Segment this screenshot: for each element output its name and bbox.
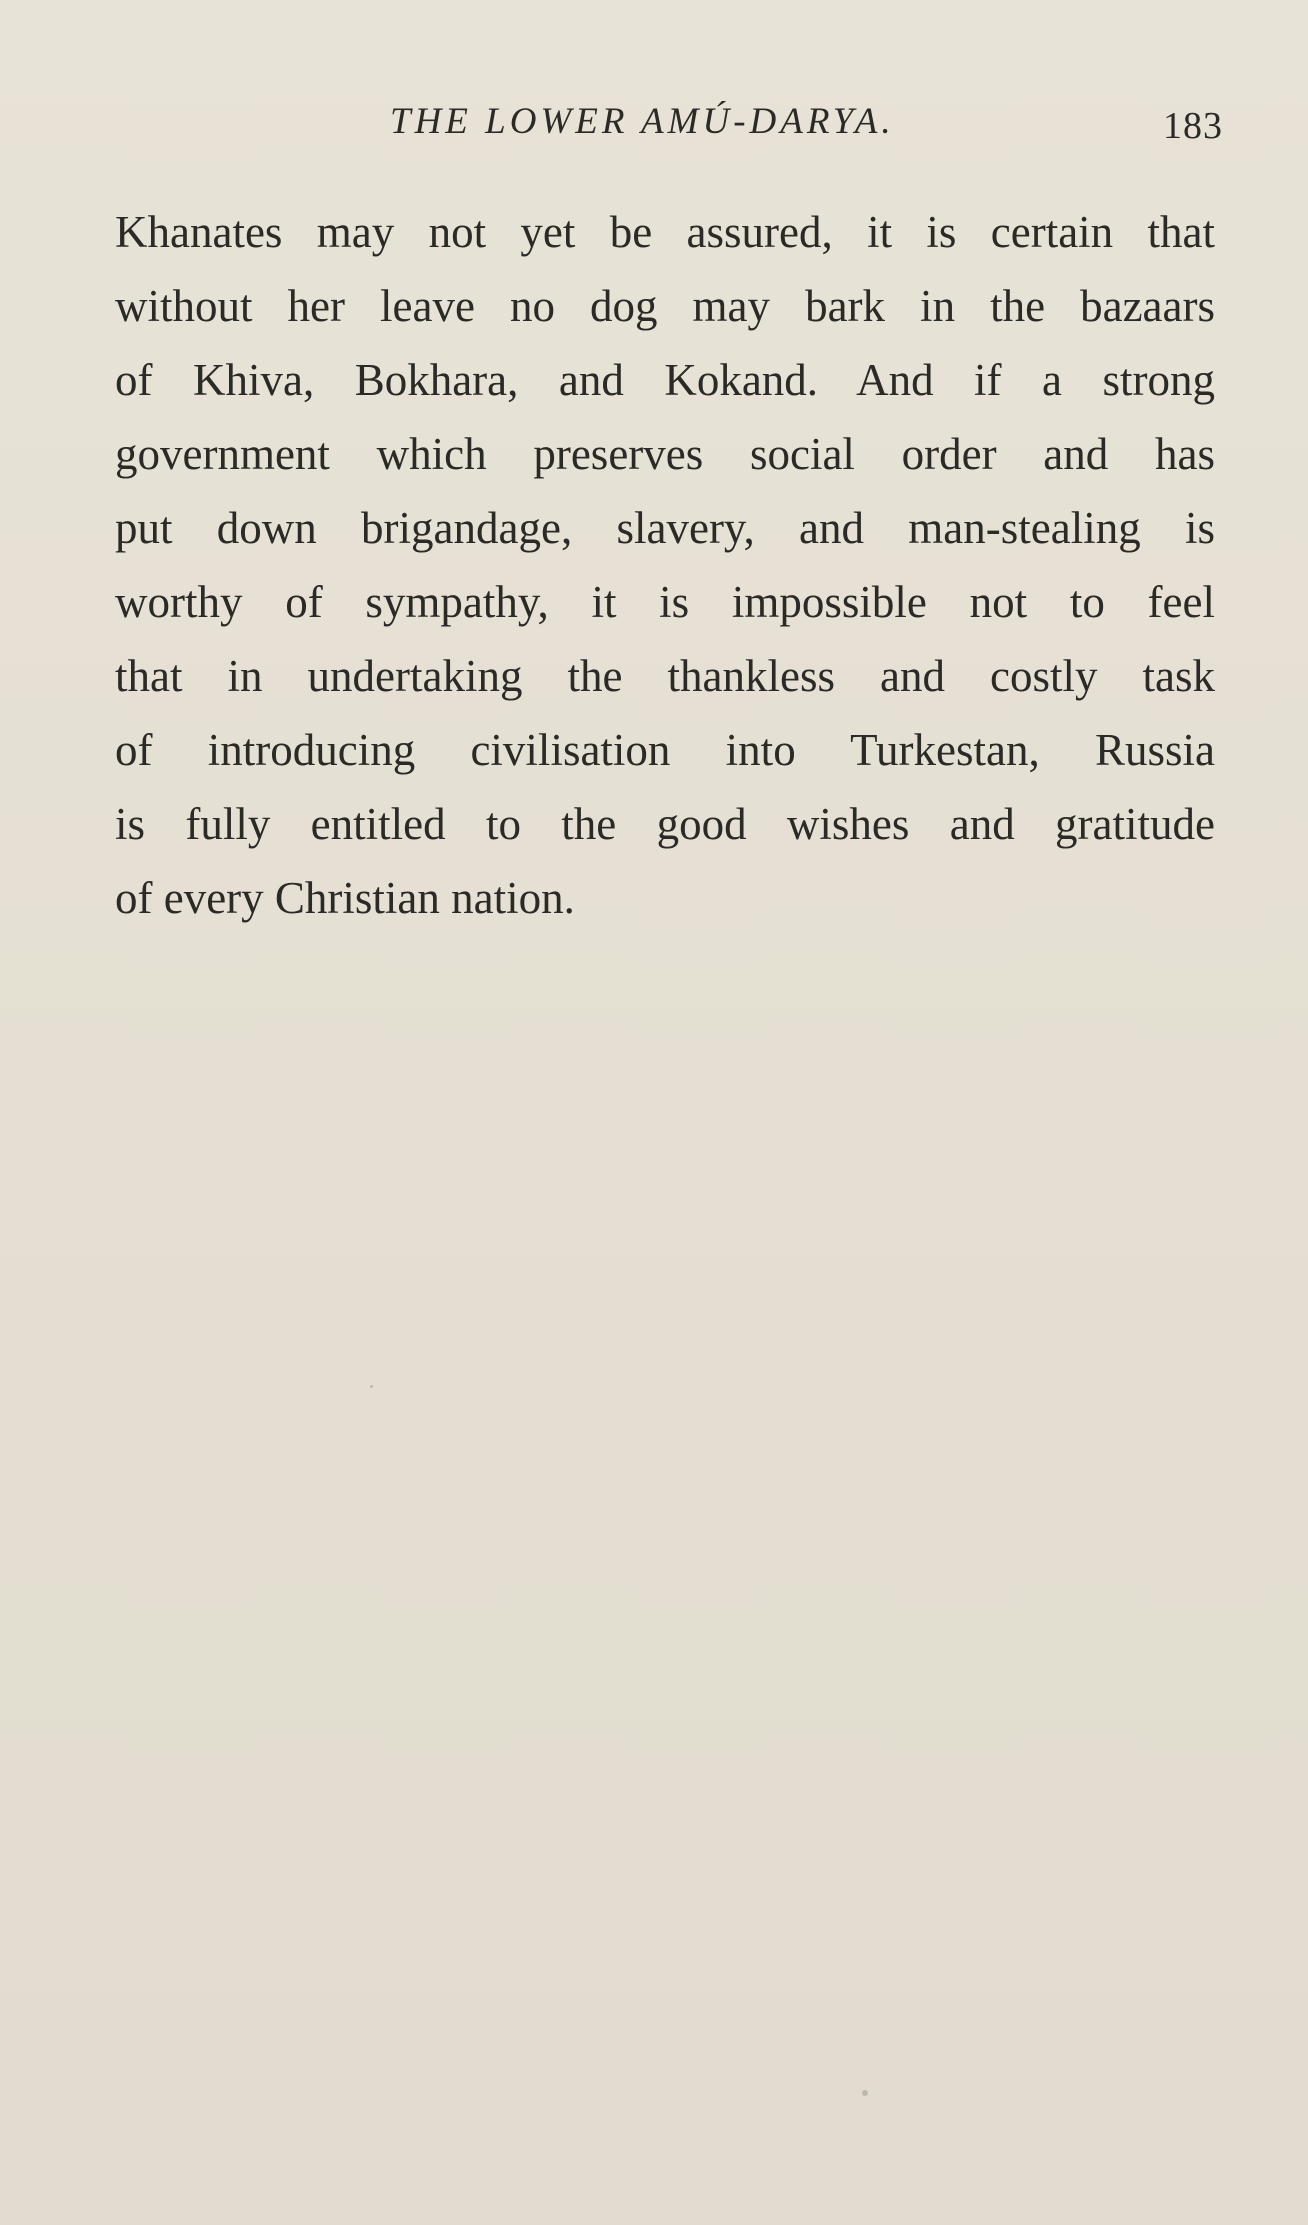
- text-line: is fully entitled to the good wishes and gratitude: [115, 799, 1215, 849]
- running-title: THE LOWER AMÚ-DARYA.: [390, 101, 895, 142]
- text-line: that in undertaking the thankless and costly task: [115, 651, 1215, 701]
- page-number: 183: [1163, 105, 1223, 147]
- text-line: government which preserves social order and has: [115, 429, 1215, 479]
- text-line: put down brigandage, slavery, and man-stealing is: [115, 503, 1215, 553]
- body-paragraph: [115, 195, 1215, 935]
- paper-speck: [370, 1385, 373, 1388]
- running-head: [0, 100, 1308, 150]
- text-line: of every Christian nation.: [115, 873, 575, 923]
- paper-speck: [862, 2090, 868, 2096]
- text-line: of introducing civilisation into Turkestan, Russia: [115, 725, 1215, 775]
- text-line: worthy of sympathy, it is impossible not to feel: [115, 577, 1215, 627]
- text-line: without her leave no dog may bark in the bazaars: [115, 281, 1215, 331]
- text-line: of Khiva, Bokhara, and Kokand. And if a strong: [115, 355, 1215, 405]
- text-line: Khanates may not yet be assured, it is certain that: [115, 207, 1215, 257]
